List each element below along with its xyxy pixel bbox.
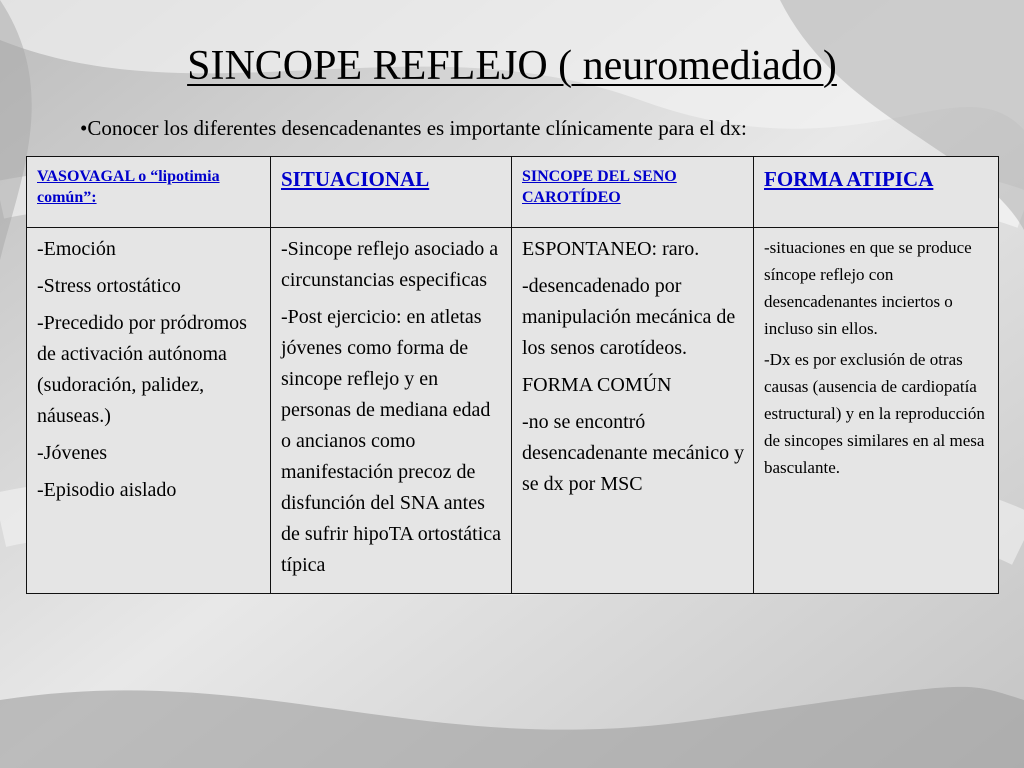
header-cell-seno-carotideo [512,157,754,228]
list-item: -Dx es por exclusión de otras causas (ausencia de cardiopatía estructural) y en la reproducción de sincopes similares en al mesa basculante. [764,350,985,477]
syncope-table [26,156,999,594]
list-item: FORMA COMÚN [522,374,672,396]
list-item: -Post ejercicio: en atletas jóvenes como forma de sincope reflejo y en personas de mediana edad o ancianos como manifestación precoz de disfunción del SNA antes de sufrir hipoTA ortostática típica [281,306,502,576]
slide-subtitle: •Conocer los diferentes desencadenantes es importante clínicamente para el dx: [80,116,747,140]
list-item: ESPONTANEO: raro. [522,238,700,260]
table-header-row [27,157,999,228]
list-item: -Jóvenes [37,442,107,464]
header-cell-vasovagal [27,157,271,228]
slide-title: SINCOPE REFLEJO ( neuromediado) [187,43,837,89]
list-item: -situaciones en que se produce síncope reflejo con desencadenantes inciertos o incluso sin ellos. [764,238,972,338]
list-item: -Precedido por pródromos de activación autónoma (sudoración, palidez, náuseas.) [37,312,247,427]
header-forma-atipica[interactable]: FORMA ATIPICA [764,167,934,191]
cell-vasovagal [27,228,271,594]
header-cell-forma-atipica [754,157,999,228]
slide-title-wrap [0,42,1024,90]
list-item: -Emoción [37,238,116,260]
table-body-row [27,228,999,594]
header-vasovagal[interactable]: VASOVAGAL o “lipotimia común”: [37,168,220,206]
header-cell-situacional [271,157,512,228]
list-item: -Episodio aislado [37,479,177,501]
list-item: -no se encontró desencadenante mecánico y se dx por MSC [522,411,745,495]
header-seno-carotideo[interactable]: SINCOPE DEL SENO CAROTÍDEO [522,168,677,206]
header-situacional[interactable]: SITUACIONAL [281,167,430,191]
list-item: -desencadenado por manipulación mecánica de los senos carotídeos. [522,275,736,359]
cell-forma-atipica [754,228,999,594]
cell-situacional [271,228,512,594]
list-item: -Sincope reflejo asociado a circunstancias especificas [281,238,499,291]
cell-seno-carotideo [512,228,754,594]
list-item: -Stress ortostático [37,275,181,297]
